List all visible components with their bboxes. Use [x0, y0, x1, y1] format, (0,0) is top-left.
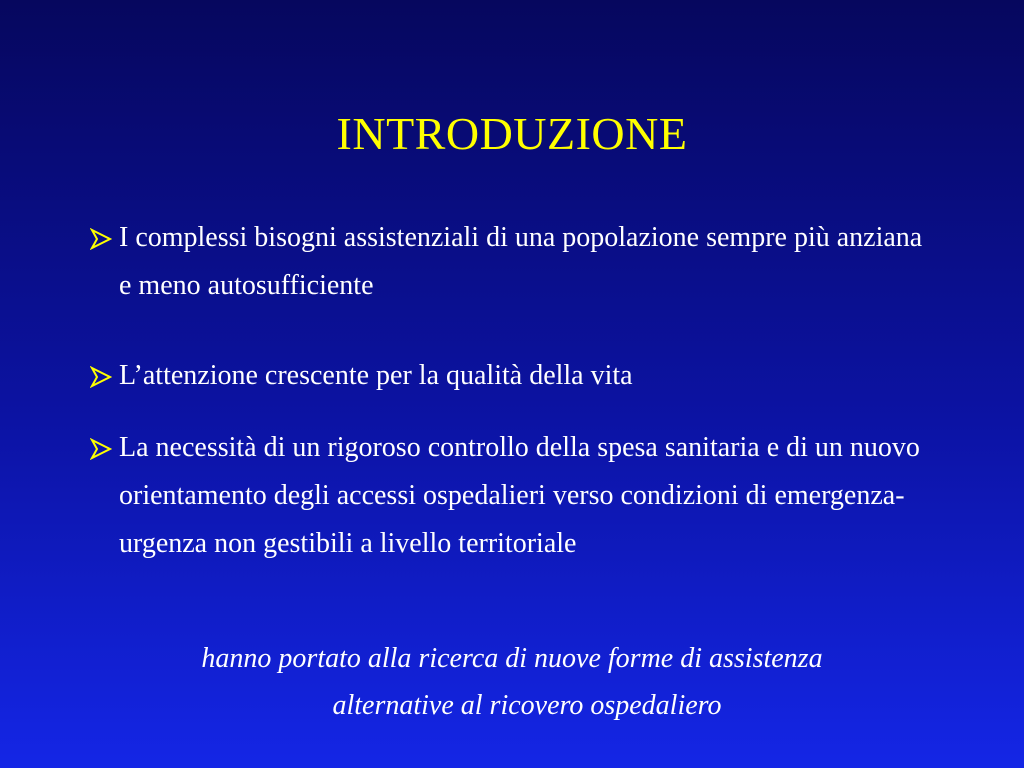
arrow-bullet-icon [90, 438, 112, 460]
bullet-text: I complessi bisogni assistenziali di una popolazione sempre più anziana e meno autosufficiente [119, 222, 923, 301]
arrow-bullet-icon [90, 366, 112, 388]
conclusion-line: hanno portato alla ricerca di nuove forme di assistenza [201, 643, 823, 674]
conclusion-line: alternative al ricovero ospedaliero [332, 690, 722, 721]
bullet-item [90, 424, 940, 568]
bullet-text: La necessità di un rigoroso controllo della spesa sanitaria e di un nuovo orientamento degli accessi ospedalieri verso condizioni di emergenza-urgenza non gestibili a livello territoriale [119, 432, 920, 559]
bullet-item [90, 352, 940, 400]
slide-title: INTRODUZIONE [336, 108, 688, 159]
conclusion-text [0, 635, 1024, 729]
bullet-item [90, 214, 940, 310]
arrow-bullet-icon [90, 228, 112, 250]
bullet-text: L’attenzione crescente per la qualità della vita [119, 360, 633, 391]
